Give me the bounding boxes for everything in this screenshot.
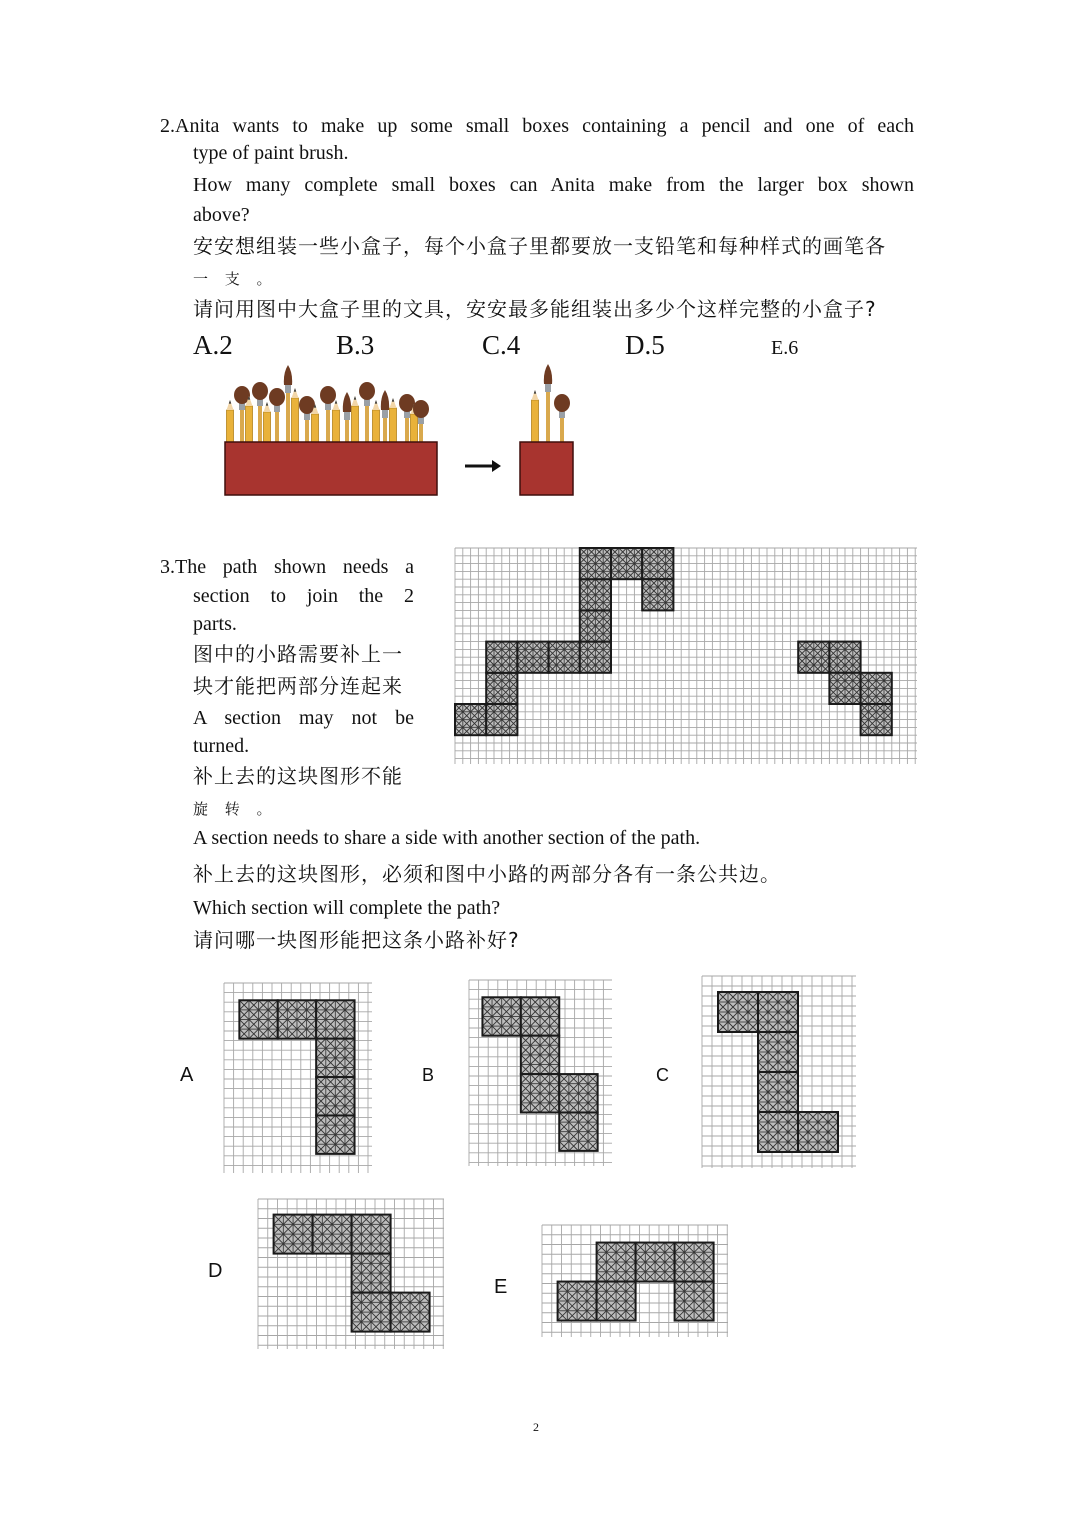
path-square	[316, 1077, 354, 1115]
paint-brush	[554, 394, 570, 444]
paint-brush	[381, 390, 389, 444]
q2-line-1: 2.Anita wants to make up some small boxes containing a pencil and one of each	[160, 115, 914, 137]
path-square	[642, 548, 673, 579]
q3-chinese-line-5: 补上去的这块图形，必须和图中小路的两部分各有一条公共边。	[193, 862, 781, 886]
path-square	[521, 997, 559, 1035]
path-square	[829, 642, 860, 673]
path-square	[559, 1112, 597, 1150]
path-square	[758, 1032, 798, 1072]
option-d-grid	[258, 1199, 444, 1349]
q3-chinese-line-2: 块才能把两部分连起来	[193, 674, 403, 698]
q2-chinese-line-1: 安安想组装一些小盒子，每个小盒子里都要放一支铅笔和每种样式的画笔各	[193, 234, 886, 258]
path-square	[798, 1112, 838, 1152]
path-square	[718, 992, 758, 1032]
option-d-label: D	[208, 1260, 223, 1282]
q3-chinese-line-3: 补上去的这块图形不能	[193, 764, 403, 788]
q3-line-7: Which section will complete the path?	[193, 897, 501, 919]
path-square	[580, 610, 611, 641]
pencil	[373, 400, 380, 444]
q2-line-4: above?	[193, 204, 250, 226]
path-square	[559, 1074, 597, 1112]
arrow-head-icon	[492, 460, 501, 472]
path-square	[758, 1072, 798, 1112]
q3-chinese-line-4: 旋 转 。	[193, 800, 278, 818]
path-square	[455, 704, 486, 735]
pencil	[390, 398, 397, 444]
path-square	[829, 673, 860, 704]
pencil	[264, 402, 271, 444]
path-square	[861, 673, 892, 704]
path-square	[580, 548, 611, 579]
q3-chinese-line-6: 请问哪一块图形能把这条小路补好?	[193, 928, 520, 952]
q2-option-a: A.2	[193, 330, 233, 360]
path-square	[352, 1254, 391, 1293]
path-square	[278, 1000, 316, 1038]
paint-brush	[284, 365, 292, 444]
page-number: 2	[533, 1420, 539, 1434]
path-square	[316, 1039, 354, 1077]
paint-brush	[343, 392, 351, 444]
pencil	[246, 396, 253, 444]
paint-box-illustration	[215, 360, 585, 500]
q3-line-5: turned.	[193, 735, 250, 757]
path-square	[580, 579, 611, 610]
path-square	[758, 992, 798, 1032]
q2-option-d: D.5	[625, 330, 665, 360]
path-square	[517, 642, 548, 673]
large-box	[225, 442, 437, 495]
small-box	[520, 442, 573, 495]
path-square	[558, 1282, 597, 1321]
option-e-label: E	[494, 1276, 508, 1298]
pencil	[352, 396, 359, 444]
path-square	[521, 1074, 559, 1112]
q2-option-e: E.6	[771, 337, 799, 359]
paint-brush	[269, 388, 285, 444]
path-square	[239, 1000, 277, 1038]
path-square	[675, 1282, 714, 1321]
pencil	[292, 388, 299, 444]
option-c-label: C	[656, 1065, 669, 1085]
path-square	[352, 1215, 391, 1254]
q2-line-3: How many complete small boxes can Anita make from the larger box shown	[193, 174, 914, 196]
path-square	[675, 1243, 714, 1282]
path-square	[391, 1293, 430, 1332]
path-square	[482, 997, 520, 1035]
path-square	[274, 1215, 313, 1254]
path-square	[861, 704, 892, 735]
q2-option-b: B.3	[336, 330, 375, 360]
path-square	[313, 1215, 352, 1254]
path-square	[486, 704, 517, 735]
path-square	[611, 548, 642, 579]
path-square	[486, 642, 517, 673]
q2-option-c: C.4	[482, 330, 521, 360]
option-b-grid	[469, 980, 612, 1166]
path-square	[316, 1000, 354, 1038]
path-grid-figure	[455, 548, 917, 764]
path-square	[549, 642, 580, 673]
pencil	[227, 400, 234, 444]
pencil	[333, 400, 340, 444]
q2-chinese-line-3: 请问用图中大盒子里的文具，安安最多能组装出多少个这样完整的小盒子?	[193, 297, 877, 321]
q3-line-2: section to join the 2	[193, 585, 414, 607]
q2-chinese-line-2: 一 支 。	[193, 270, 278, 288]
option-b-label: B	[422, 1065, 435, 1085]
path-square	[316, 1115, 354, 1153]
path-square	[521, 1036, 559, 1074]
path-square	[352, 1293, 391, 1332]
path-square	[636, 1243, 675, 1282]
option-a-label: A	[180, 1064, 194, 1086]
option-a-grid	[224, 983, 372, 1173]
option-c-grid	[702, 976, 856, 1168]
path-square	[642, 579, 673, 610]
option-e-grid	[542, 1225, 728, 1337]
path-square	[580, 642, 611, 673]
path-square	[798, 642, 829, 673]
path-square	[597, 1243, 636, 1282]
q3-line-6: A section needs to share a side with another section of the path.	[193, 827, 701, 849]
q3-chinese-line-1: 图中的小路需要补上一	[193, 642, 403, 666]
q3-line-3: parts.	[193, 613, 237, 635]
path-square	[758, 1112, 798, 1152]
path-square	[486, 673, 517, 704]
q2-line-2: type of paint brush.	[193, 142, 349, 164]
path-square	[597, 1282, 636, 1321]
q3-line-1: 3.The path shown needs a	[160, 556, 414, 578]
pencil	[532, 390, 539, 444]
q3-line-4: A section may not be	[193, 707, 414, 729]
paint-brush	[544, 364, 552, 444]
